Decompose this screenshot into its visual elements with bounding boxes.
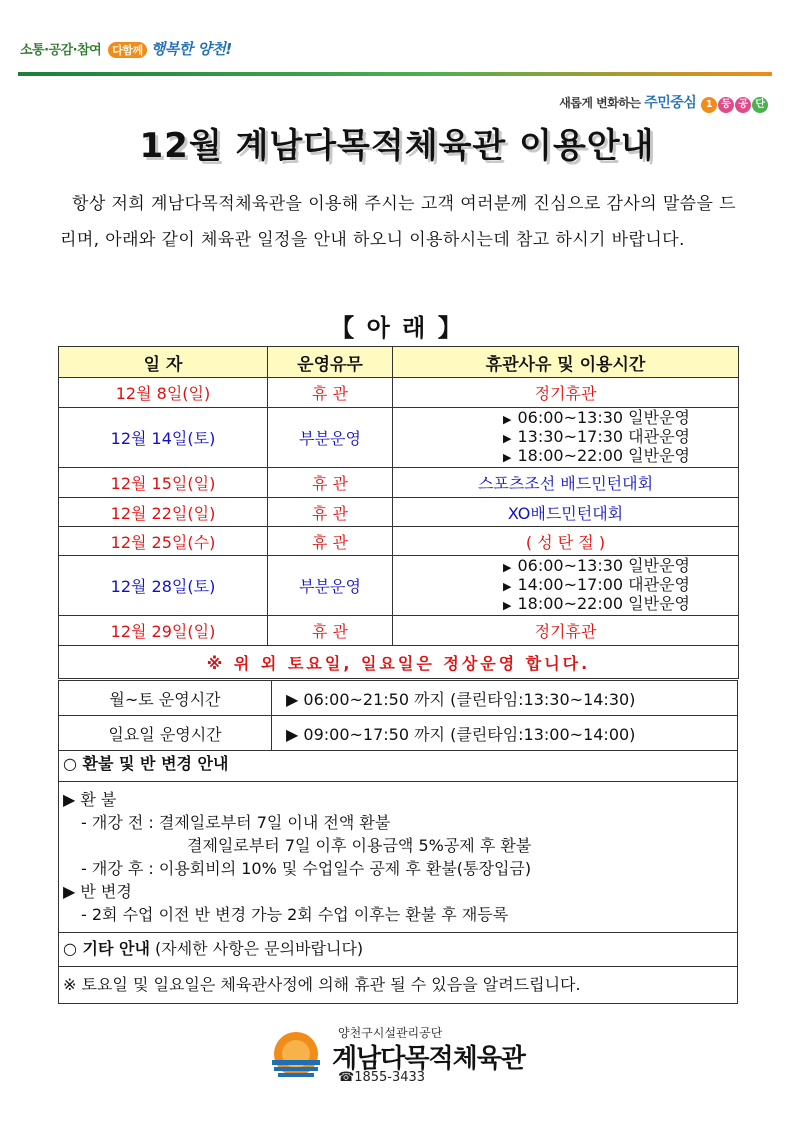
col-header-date: 일 자 xyxy=(59,347,268,378)
table-row xyxy=(59,556,739,616)
etc-heading: ○ 기타 안내 xyxy=(63,939,150,958)
refund-before-1: - 개강 전 : 결제일로부터 7일 이내 전액 환불 xyxy=(81,813,391,832)
table-row xyxy=(59,408,739,468)
row-detail: ( 성 탄 절 ) xyxy=(393,527,739,556)
row-detail: 스포츠조선 배드민턴대회 xyxy=(393,468,739,498)
row-date: 12월 8일(일) xyxy=(59,378,268,408)
bullet-icon: ▶ xyxy=(502,580,512,593)
refund-heading: ○ 환불 및 반 변경 안내 xyxy=(58,747,738,782)
operating-hours-table xyxy=(58,680,738,751)
tagline-num: 1 xyxy=(701,97,717,113)
hours-line: 18:00~22:00 일반운영 xyxy=(517,594,690,613)
hours-row xyxy=(59,716,738,751)
sun-logo-icon xyxy=(268,1028,324,1084)
hours-value-sunday: ▶ 09:00~17:50 까지 (클린타임:13:00~14:00) xyxy=(272,716,738,751)
footer-tel: ☎1855-3433 xyxy=(338,1070,426,1085)
row-date: 12월 22일(일) xyxy=(59,498,268,527)
row-date: 12월 29일(일) xyxy=(59,616,268,646)
page-title: 12월 계남다목적체육관 이용안내 xyxy=(139,126,655,166)
refund-before-2: 결제일로부터 7일 이후 이용금액 5%공제 후 환불 xyxy=(187,836,532,855)
row-hours xyxy=(393,408,739,468)
etc-heading-note: (자세한 사항은 문의바랍니다) xyxy=(155,939,364,958)
row-detail: 정기휴관 xyxy=(393,616,739,646)
row-date: 12월 25일(수) xyxy=(59,527,268,556)
change-title: ▶ 반 변경 xyxy=(63,882,132,901)
hours-label-weekday: 월~토 운영시간 xyxy=(59,681,272,716)
bullet-icon: ▶ xyxy=(502,432,512,445)
row-status: 휴 관 xyxy=(268,468,393,498)
row-status: 휴 관 xyxy=(268,527,393,556)
weekend-notice: ※ 위 외 토요일, 일요일은 정상운영 합니다. xyxy=(59,646,739,679)
bullet-icon: ▶ xyxy=(502,599,512,612)
col-header-status: 운영유무 xyxy=(268,347,393,378)
row-date: 12월 14일(토) xyxy=(59,408,268,468)
slogan-text: 소통·공감·참여 xyxy=(20,43,102,58)
refund-title: ▶ 환 불 xyxy=(63,790,117,809)
footer-org: 양천구시설관리공단 xyxy=(338,1026,443,1040)
row-status: 휴 관 xyxy=(268,616,393,646)
row-detail: 정기휴관 xyxy=(393,378,739,408)
tagline-char-1: 등 xyxy=(718,97,734,113)
intro-paragraph: 항상 저희 계남다목적체육관을 이용해 주시는 고객 여러분께 진심으로 감사의 말씀을 드리며, 아래와 같이 체육관 일정을 안내 하오니 이용하시는데 참고 하시기 바랍니다. xyxy=(60,194,736,250)
tagline-char-3: 단 xyxy=(752,97,768,113)
slogan-tail: 행복한 양천! xyxy=(150,40,232,58)
schedule-header-row xyxy=(59,347,739,378)
hours-line: 13:30~17:30 대관운영 xyxy=(517,427,690,446)
bullet-icon: ▶ xyxy=(502,451,512,464)
row-detail: XO배드민턴대회 xyxy=(393,498,739,527)
slogan xyxy=(20,38,232,59)
row-date: 12월 15일(일) xyxy=(59,468,268,498)
table-row xyxy=(59,498,739,527)
table-row xyxy=(59,527,739,556)
refund-section xyxy=(58,782,738,933)
hours-row xyxy=(59,681,738,716)
hours-line: 14:00~17:00 대관운영 xyxy=(517,575,690,594)
section-label: 【 아 래 】 xyxy=(330,314,464,342)
refund-after: - 개강 후 : 이용회비의 10% 및 수업일수 공제 후 환불(통장입금) xyxy=(81,859,532,878)
row-date: 12월 28일(토) xyxy=(59,556,268,616)
footer-name: 계남다목적체육관 xyxy=(332,1044,525,1074)
tagline-char-2: 공 xyxy=(735,97,751,113)
row-status: 부분운영 xyxy=(268,556,393,616)
etc-heading-box xyxy=(58,932,738,967)
row-hours xyxy=(393,556,739,616)
schedule-table xyxy=(58,346,739,679)
hours-value-weekday: ▶ 06:00~21:50 까지 (클린타임:13:30~14:30) xyxy=(272,681,738,716)
slogan-accent: 다함께 xyxy=(108,42,146,58)
hours-line: 18:00~22:00 일반운영 xyxy=(517,446,690,465)
row-status: 휴 관 xyxy=(268,498,393,527)
notice-row xyxy=(59,646,739,679)
row-status: 휴 관 xyxy=(268,378,393,408)
change-body: - 2회 수업 이전 반 변경 가능 2회 수업 이후는 환불 후 재등록 xyxy=(81,905,509,924)
hours-line: 06:00~13:30 일반운영 xyxy=(517,408,690,427)
row-status: 부분운영 xyxy=(268,408,393,468)
col-header-detail: 휴관사유 및 이용시간 xyxy=(393,347,739,378)
hours-line: 06:00~13:30 일반운영 xyxy=(517,556,690,575)
hours-label-sunday: 일요일 운영시간 xyxy=(59,716,272,751)
table-row xyxy=(59,468,739,498)
table-row xyxy=(59,616,739,646)
table-row xyxy=(59,378,739,408)
tagline-main: 주민중심 xyxy=(644,95,697,111)
bullet-icon: ▶ xyxy=(502,413,512,426)
bullet-icon: ▶ xyxy=(502,561,512,574)
tagline-prefix: 새롭게 변화하는 xyxy=(559,96,641,110)
tagline xyxy=(559,92,768,113)
header-rule xyxy=(18,72,772,76)
etc-body: ※ 토요일 및 일요일은 체육관사정에 의해 휴관 될 수 있음을 알려드립니다. xyxy=(58,967,738,1004)
